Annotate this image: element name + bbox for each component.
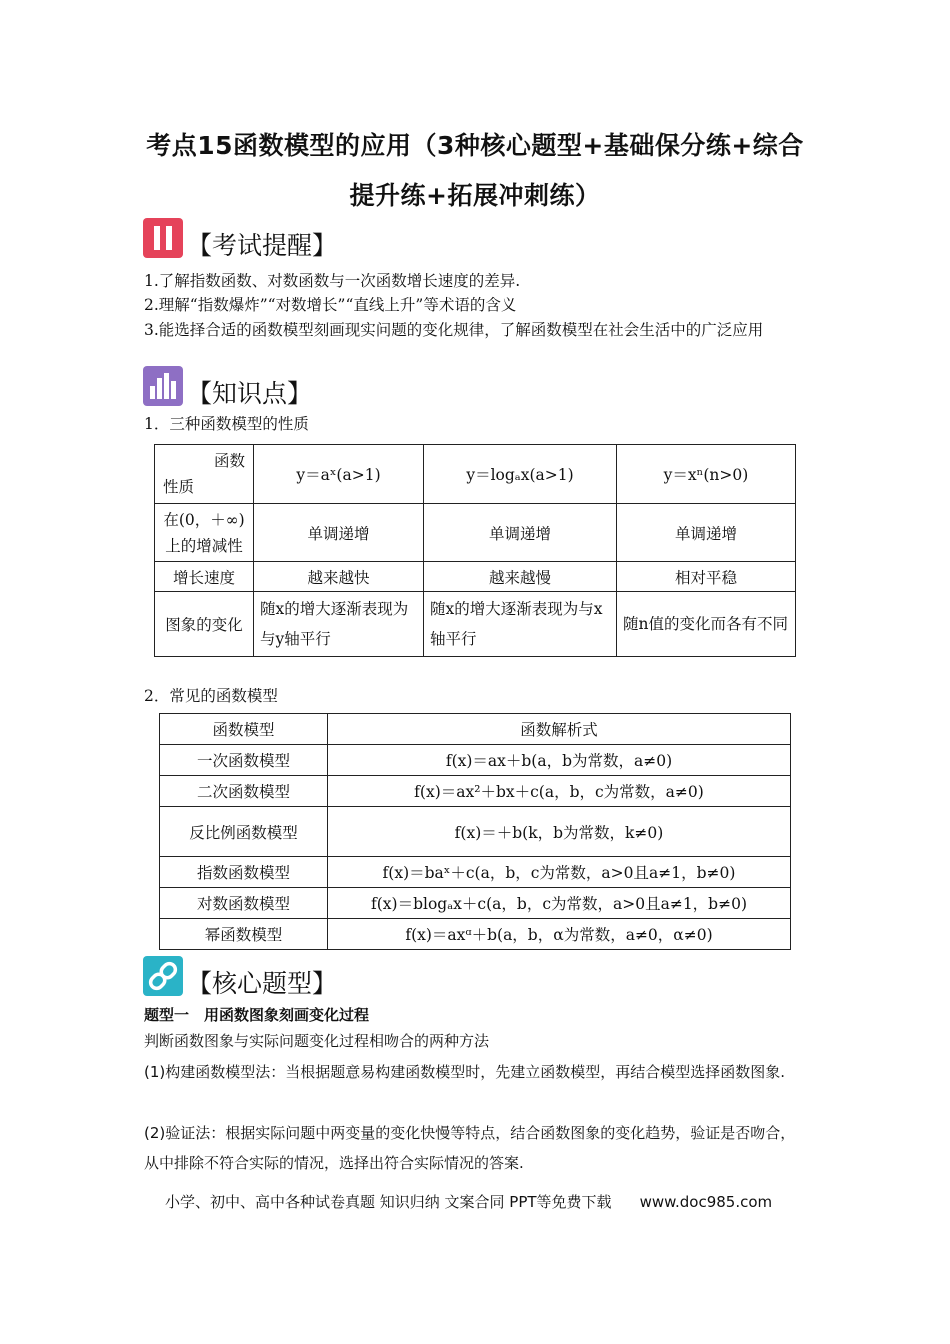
table-row (160, 919, 791, 950)
table-cell: 越来越快 (254, 562, 424, 592)
table-cell: 随x的增大逐渐表现为与y轴平行 (254, 592, 424, 657)
exam-tip-3: 3.能选择合适的函数模型刻画现实问题的变化规律，了解函数模型在社会生活中的广泛应用 (144, 321, 764, 339)
table-cell: 相对平稳 (617, 562, 796, 592)
corner-bottom-label: 性质 (163, 478, 195, 496)
type1-method1: (1)构建函数模型法：当根据题意易构建函数模型时，先建立函数模型，再结合模型选择函数图象. (144, 1063, 786, 1081)
row-label: 增长速度 (155, 562, 254, 592)
table-row (155, 592, 796, 657)
doc-title-line1: 考点15函数模型的应用（3种核心题型+基础保分练+综合 (146, 131, 804, 160)
table-header: 函数模型 (160, 714, 328, 745)
table-corner-cell (155, 445, 254, 504)
type1-heading: 题型一 用函数图象刻画变化过程 (144, 1006, 370, 1024)
table-cell: 单调递增 (617, 504, 796, 562)
model-formula: f(x)＝＋b(k，b为常数，k≠0) (328, 807, 791, 857)
table-header: y＝aˣ(a>1) (254, 445, 424, 504)
table-row (155, 562, 796, 592)
exam-tip-1: 1.了解指数函数、对数函数与一次函数增长速度的差异. (144, 272, 521, 290)
properties-table (154, 444, 796, 657)
table-row (160, 745, 791, 776)
table-cell: 随x的增大逐渐表现为与x轴平行 (424, 592, 617, 657)
model-formula: f(x)＝baˣ＋c(a，b，c为常数，a>0且a≠1，b≠0) (328, 857, 791, 888)
corner-top-label: 函数 (213, 452, 245, 470)
footer (165, 1191, 772, 1212)
models-table (159, 713, 791, 950)
row-label: 在(0，＋∞)上的增减性 (155, 504, 254, 562)
table-cell: 越来越慢 (424, 562, 617, 592)
kp2-title: 2．常见的函数模型 (144, 687, 278, 705)
model-name: 二次函数模型 (160, 776, 328, 807)
section-label: 【核心题型】 (187, 969, 338, 998)
table-row (160, 776, 791, 807)
doc-title-line2: 提升练+拓展冲刺练） (349, 181, 601, 210)
model-name: 指数函数模型 (160, 857, 328, 888)
section-label: 【知识点】 (187, 379, 313, 408)
type1-method2: (2)验证法：根据实际问题中两变量的变化快慢等特点，结合函数图象的变化趋势，验证是否吻合，从中排除不符合实际的情况，选择出符合实际情况的答案. (144, 1124, 796, 1172)
table-header: y＝logₐx(a>1) (424, 445, 617, 504)
bar-chart-icon (143, 366, 183, 406)
table-cell: 随n值的变化而各有不同 (617, 592, 796, 657)
type1-intro: 判断函数图象与实际问题变化过程相吻合的两种方法 (144, 1032, 490, 1050)
table-row (160, 888, 791, 919)
model-formula: f(x)＝ax²＋bx＋c(a，b，c为常数，a≠0) (328, 776, 791, 807)
section-label: 【考试提醒】 (187, 231, 338, 260)
table-header: y＝xⁿ(n>0) (617, 445, 796, 504)
model-formula: f(x)＝axᵅ＋b(a，b，α为常数，a≠0，α≠0) (328, 919, 791, 950)
table-row (160, 857, 791, 888)
model-name: 幂函数模型 (160, 919, 328, 950)
table-row (155, 504, 796, 562)
table-header: 函数解析式 (328, 714, 791, 745)
row-label: 图象的变化 (155, 592, 254, 657)
table-cell: 单调递增 (254, 504, 424, 562)
link-icon (143, 956, 183, 996)
model-name: 一次函数模型 (160, 745, 328, 776)
model-formula: f(x)＝ax＋b(a，b为常数，a≠0) (328, 745, 791, 776)
kp1-title: 1．三种函数模型的性质 (144, 415, 309, 433)
table-row (160, 807, 791, 857)
table-cell: 单调递增 (424, 504, 617, 562)
exam-tip-2: 2.理解“指数爆炸”“对数增长”“直线上升”等术语的含义 (144, 296, 517, 314)
model-name: 反比例函数模型 (160, 807, 328, 857)
footer-site-link[interactable]: www.doc985.com (639, 1193, 773, 1211)
footer-text: 小学、初中、高中各种试卷真题 知识归纳 文案合同 PPT等免费下载 (165, 1193, 612, 1211)
model-name: 对数函数模型 (160, 888, 328, 919)
pause-bars-icon (143, 218, 183, 258)
model-formula: f(x)＝blogₐx＋c(a，b，c为常数，a>0且a≠1，b≠0) (328, 888, 791, 919)
